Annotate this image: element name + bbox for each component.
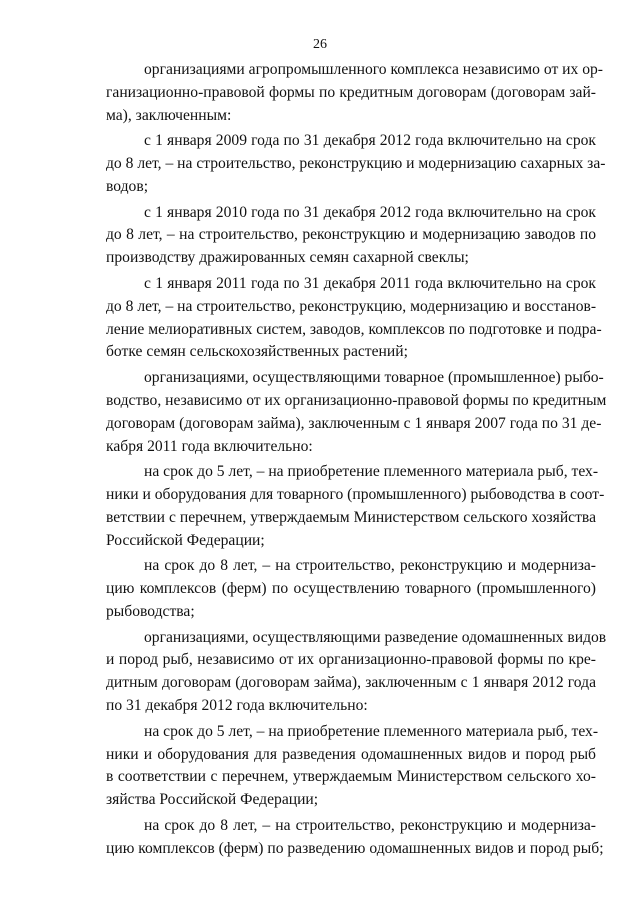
text-line: с 1 января 2011 года по 31 декабря 2011 года включительно на срок — [144, 274, 596, 292]
text-line: ление мелиоративных систем, заводов, комплексов по подготовке и подра- — [106, 320, 602, 338]
text-line: до 8 лет, – на строительство, реконструкцию, модернизацию и восстанов- — [106, 297, 597, 315]
text-line: до 8 лет, – на строительство, реконструкцию и модернизацию сахарных за- — [106, 155, 606, 173]
text-line: ганизационно-правовой формы по кредитным договорам (договорам зай- — [106, 83, 596, 101]
text-line: зяйства Российской Федерации; — [106, 791, 319, 809]
text-line: организациями, осуществляющими разведение одомашненных видов — [144, 628, 607, 646]
text-line: ма), заключенным: — [106, 106, 232, 124]
text-line: цию комплексов (ферм) по разведению одомашненных видов и пород рыб; — [106, 839, 604, 857]
text-line: водство, независимо от их организационно-правовой формы по кредитным — [106, 391, 607, 409]
document-body — [106, 59, 607, 861]
text-line: кабря 2011 года включительно: — [106, 437, 313, 455]
text-line: договорам (договорам займа), заключенным с 1 января 2007 года по 31 де- — [106, 414, 602, 432]
text-line: по 31 декабря 2012 года включительно: — [106, 697, 368, 715]
text-line: рыбоводства; — [106, 603, 195, 621]
text-line: цию комплексов (ферм) по осуществлению товарного (промышленного) — [106, 580, 596, 598]
text-line: с 1 января 2010 года по 31 декабря 2012 года включительно на срок — [144, 203, 596, 221]
text-line: и пород рыб, независимо от их организационно-правовой формы по кре- — [106, 651, 596, 669]
text-line: ники и оборудования для разведения одомашненных видов и пород рыб — [106, 745, 596, 763]
page-number: 26 — [313, 37, 327, 52]
text-line: Российской Федерации; — [106, 531, 265, 549]
text-line: водов; — [106, 178, 149, 196]
text-line: на срок до 5 лет, – на приобретение племенного материала рыб, тех- — [144, 463, 599, 481]
text-line: до 8 лет, – на строительство, реконструкцию и модернизацию заводов по — [106, 226, 596, 244]
text-line: ботке семян сельскохозяйственных растений; — [106, 343, 408, 361]
text-line: организациями агропромышленного комплекса независимо от их ор- — [144, 61, 603, 78]
text-line: ники и оборудования для товарного (промышленного) рыбоводства в соот- — [106, 486, 605, 503]
text-line: с 1 января 2009 года по 31 декабря 2012 года включительно на срок — [144, 132, 596, 150]
text-line: производству дражированных семян сахарной свеклы; — [106, 249, 469, 267]
text-line: ветствии с перечнем, утверждаемым Министерством сельского хозяйства — [106, 508, 596, 526]
text-line: организациями, осуществляющими товарное (промышленное) рыбо- — [144, 368, 604, 386]
text-line: на срок до 5 лет, – на приобретение племенного материала рыб, тех- — [144, 722, 599, 740]
text-line: дитным договорам (договорам займа), заключенным с 1 января 2012 года — [106, 674, 596, 692]
text-line: на срок до 8 лет, – на строительство, реконструкцию и модерниза- — [144, 557, 596, 575]
text-line: на срок до 8 лет, – на строительство, реконструкцию и модерниза- — [144, 816, 596, 834]
text-line: в соответствии с перечнем, утверждаемым Министерством сельского хо- — [106, 768, 596, 786]
